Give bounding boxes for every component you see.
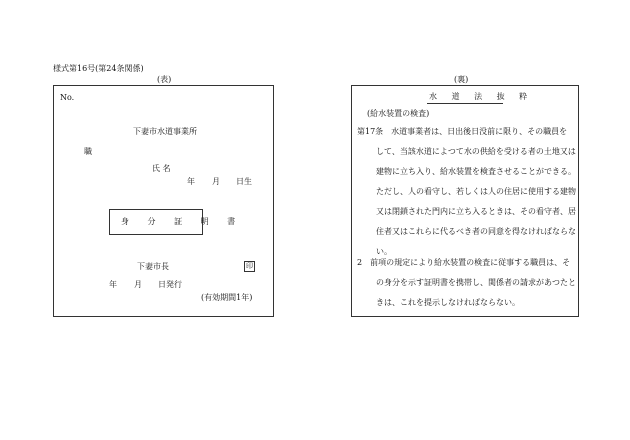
title-underline bbox=[427, 103, 503, 104]
section-label: (給水装置の検査) bbox=[367, 109, 430, 118]
birth-suffix: 日生 bbox=[236, 177, 252, 186]
front-panel bbox=[53, 85, 274, 317]
front-heading: (表) bbox=[157, 75, 172, 84]
clause-line: 2 前項の規定により給水装置の検査に従事する職員は、そ bbox=[357, 258, 571, 267]
office-name: 下妻市水道事業所 bbox=[133, 127, 197, 136]
article-line: 建物に立ち入り、給水装置を検査させることができる。 bbox=[376, 167, 576, 176]
article-line: 住者又はこれらに代るべき者の同意を得なければならな bbox=[376, 227, 576, 236]
article-line: い。 bbox=[376, 247, 392, 256]
article-line: 又は閉鎖された門内に立ち入るときは、その看守者、居 bbox=[376, 207, 576, 216]
seal-mark: 印 bbox=[246, 262, 253, 270]
back-heading: (裏) bbox=[454, 75, 469, 84]
birth-month: 月 bbox=[212, 177, 220, 186]
certificate-title-box bbox=[109, 209, 244, 235]
clause-line: きは、これを提示しなければならない。 bbox=[376, 298, 520, 307]
form-code: 様式第16号(第24条関係) bbox=[53, 64, 144, 73]
number-label: No. bbox=[60, 93, 75, 102]
birth-year: 年 bbox=[187, 177, 195, 186]
title-label: 職 bbox=[84, 147, 92, 156]
article-line: ただし、人の看守し、若しくは人の住居に使用する建物 bbox=[376, 187, 576, 196]
article-17 bbox=[357, 122, 576, 262]
name-label: 氏 名 bbox=[152, 164, 171, 173]
back-title: 水 道 法 抜 粋 bbox=[429, 92, 534, 101]
certificate-title: 身 分 証 明 書 bbox=[121, 217, 244, 226]
mayor-label: 下妻市長 bbox=[137, 262, 169, 271]
article-line: して、当該水道によつて水の供給を受ける者の土地又は bbox=[376, 147, 576, 156]
issue-suffix: 日発行 bbox=[158, 280, 182, 289]
issue-year: 年 bbox=[109, 280, 117, 289]
clause-line: の身分を示す証明書を携帯し、関係者の請求があつたと bbox=[376, 278, 576, 287]
clause-2 bbox=[357, 253, 576, 313]
validity: (有効期間1年) bbox=[201, 293, 253, 302]
back-panel bbox=[351, 85, 579, 317]
article-line: 第17条 水道事業者は、日出後日没前に限り、その職員を bbox=[357, 127, 568, 136]
issue-month: 月 bbox=[134, 280, 142, 289]
